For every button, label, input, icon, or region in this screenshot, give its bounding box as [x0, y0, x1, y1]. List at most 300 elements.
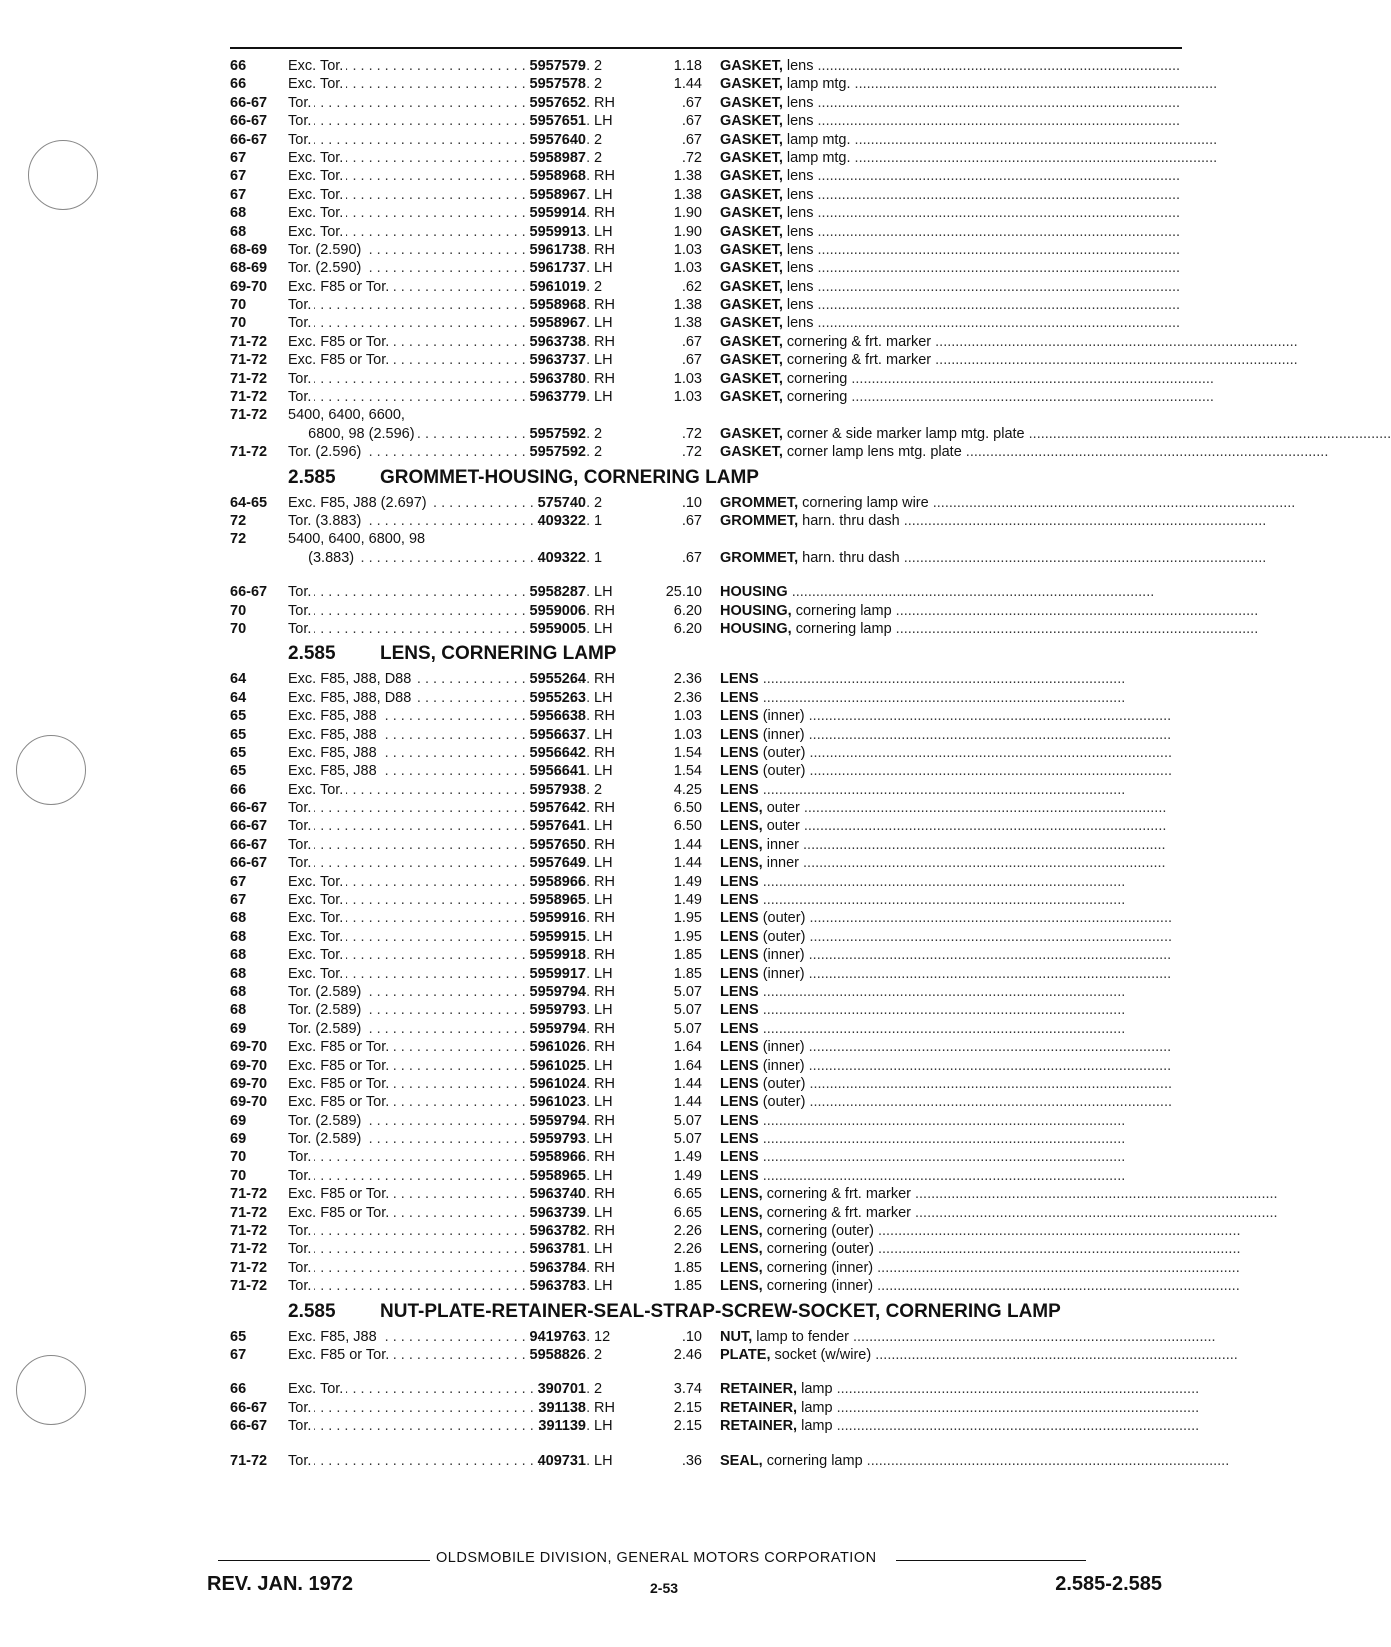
- quantity: RH: [594, 1149, 615, 1166]
- description-detail: (outer): [758, 744, 806, 761]
- description-noun: GASKET,: [720, 113, 783, 130]
- part-number: 5961026: [529, 1039, 586, 1056]
- part-number: 5957649: [529, 855, 586, 872]
- model-year: 70: [230, 620, 247, 637]
- description-detail: cornering (inner): [762, 1278, 874, 1295]
- parts-row: [230, 799, 1182, 817]
- parts-row: [230, 1130, 1182, 1148]
- parts-row: [230, 1380, 1200, 1398]
- leader-dots: ..........................................................................................: [805, 1094, 1173, 1111]
- model-year: 65: [230, 726, 247, 743]
- model-application: [288, 891, 496, 909]
- parts-row: [230, 891, 1182, 909]
- description-noun: SEAL,: [720, 1452, 763, 1469]
- quantity: RH: [594, 947, 615, 964]
- quantity: LH: [594, 1241, 613, 1258]
- part-description: [720, 112, 1182, 130]
- description-noun: HOUSING,: [720, 602, 792, 619]
- model-text: Exc. F85, J88: [288, 727, 380, 743]
- part-description: [720, 689, 1182, 707]
- model-text: Exc. Tor.: [288, 224, 346, 240]
- model-text: Tor.: [288, 1149, 314, 1165]
- model-application: [288, 744, 496, 762]
- part-number: 5958966: [529, 1149, 586, 1166]
- quantity: 2: [594, 781, 603, 798]
- model-text: Tor.: [288, 1241, 314, 1257]
- part-number: 5958987: [529, 149, 586, 166]
- parts-row: [230, 406, 1182, 424]
- quantity: LH: [594, 1002, 613, 1019]
- price: 1.38: [673, 297, 702, 314]
- model-application: [288, 278, 496, 296]
- model-text: Tor.: [288, 297, 314, 313]
- parts-row: [230, 1075, 1182, 1093]
- price: 1.90: [673, 223, 702, 240]
- quantity: RH: [594, 1039, 615, 1056]
- leader-dots: ..........................................................................................: [931, 333, 1298, 350]
- part-description: [720, 223, 1182, 241]
- model-text: Tor.: [288, 389, 314, 405]
- model-application: [288, 1038, 496, 1056]
- model-year: 64: [230, 671, 247, 688]
- model-application: [288, 1130, 496, 1148]
- parts-row: [230, 909, 1182, 927]
- part-number: 5961737: [529, 260, 586, 277]
- parts-row: [230, 1346, 1238, 1364]
- model-text: Tor. (2.590): [288, 260, 364, 276]
- part-number: 391139: [538, 1418, 586, 1435]
- parts-row: [230, 57, 1182, 75]
- part-description: [720, 388, 1214, 406]
- model-application: [288, 689, 496, 707]
- price: 1.38: [673, 168, 702, 185]
- model-application: [288, 1001, 496, 1019]
- model-text: Exc. F85 or Tor.: [288, 352, 392, 368]
- leader-dots: ..........................................................................................: [798, 855, 1166, 872]
- model-year: 70: [230, 297, 247, 314]
- part-description: [720, 1185, 1278, 1203]
- price: 1.49: [673, 892, 702, 909]
- description-detail: lens: [782, 168, 814, 185]
- parts-row: [230, 1038, 1182, 1056]
- model-year: 71-72: [230, 1204, 268, 1221]
- quantity: LH: [594, 260, 613, 277]
- price: 6.65: [673, 1204, 702, 1221]
- description-detail: (inner): [758, 947, 805, 964]
- leader-dots: ..........................................................................................: [758, 1167, 1126, 1184]
- description-detail: corner lamp lens mtg. plate: [782, 444, 962, 461]
- model-text: Tor.: [288, 1260, 314, 1276]
- model-application: [288, 149, 496, 167]
- model-application: [288, 1093, 496, 1111]
- section-number: 2.585: [288, 643, 336, 665]
- parts-row: [230, 1452, 1230, 1470]
- description-noun: GASKET,: [720, 333, 783, 350]
- model-text: Tor. (2.589): [288, 984, 364, 1000]
- description-detail: (outer): [758, 763, 806, 780]
- leader-dots: ..........................................................................................: [758, 1002, 1126, 1019]
- quantity: LH: [594, 928, 613, 945]
- model-year: 71-72: [230, 370, 268, 387]
- part-number: 5958965: [529, 1167, 586, 1184]
- model-year: 71-72: [230, 352, 268, 369]
- group-spacer: [230, 1436, 1182, 1452]
- description-noun: LENS,: [720, 1223, 763, 1240]
- model-text: Exc. F85 or Tor.: [288, 1186, 392, 1202]
- leader-dots: ..........................................................................................: [862, 1452, 1230, 1469]
- quantity: LH: [594, 389, 613, 406]
- model-text: Tor.: [288, 603, 314, 619]
- part-description: [720, 204, 1182, 222]
- description-detail: cornering & frt. marker: [782, 333, 932, 350]
- model-application: [288, 131, 496, 149]
- quantity: 2: [594, 76, 603, 93]
- model-year: 66-67: [230, 1399, 268, 1416]
- description-noun: LENS,: [720, 1241, 763, 1258]
- parts-row: [230, 1259, 1240, 1277]
- part-number: 5963737: [529, 352, 586, 369]
- model-text: Tor.: [288, 818, 314, 834]
- part-number: 5961738: [529, 241, 586, 258]
- model-year: 67: [230, 1347, 247, 1363]
- model-application: [288, 443, 496, 461]
- price: .67: [681, 333, 702, 350]
- leader-dots: ..........................................................................................: [871, 1347, 1238, 1363]
- leader-dots: ..........................................................................................: [813, 297, 1181, 314]
- parts-row: [230, 112, 1182, 130]
- price: 1.49: [673, 873, 702, 890]
- model-application: [288, 1112, 496, 1130]
- part-number: 5959005: [529, 620, 586, 637]
- model-text: Tor.: [288, 621, 314, 637]
- model-text: Tor. (2.589): [288, 1002, 364, 1018]
- description-noun: LENS: [720, 1075, 759, 1092]
- parts-row: [230, 530, 1182, 548]
- parts-row: [230, 1185, 1278, 1203]
- model-year: 65: [230, 763, 247, 780]
- model-text: Exc. F85, J88: [288, 708, 380, 724]
- description-detail: (inner): [758, 708, 805, 725]
- leader-dots: ..........................................................................................: [805, 763, 1173, 780]
- parts-row: [230, 388, 1214, 406]
- model-text: Tor.: [288, 1418, 314, 1434]
- description-detail: lamp: [797, 1418, 833, 1435]
- parts-row: [230, 602, 1259, 620]
- model-year: 66: [230, 781, 247, 798]
- part-number: 5957652: [529, 94, 586, 111]
- model-application: [288, 167, 496, 185]
- description-noun: LENS,: [720, 1186, 763, 1203]
- leader-dots: ..........................................................................................: [805, 928, 1173, 945]
- model-application: [288, 112, 496, 130]
- price: 6.50: [673, 800, 702, 817]
- quantity: RH: [594, 1399, 615, 1416]
- model-text: Tor.: [288, 1168, 314, 1184]
- leader-dots: ..........................................................................................: [813, 278, 1181, 295]
- model-application: [288, 1148, 496, 1166]
- group-spacer: [230, 567, 1182, 583]
- parts-row: [230, 1148, 1182, 1166]
- price: 1.54: [673, 763, 702, 780]
- quantity: LH: [594, 1418, 613, 1435]
- model-year: 71-72: [230, 389, 268, 406]
- description-detail: cornering: [782, 389, 848, 406]
- part-description: [720, 928, 1182, 946]
- description-noun: GASKET,: [720, 278, 783, 295]
- description-noun: LENS,: [720, 800, 763, 817]
- parts-row: [230, 149, 1218, 167]
- part-number: 5957641: [529, 818, 586, 835]
- model-text: Exc. Tor.: [288, 205, 346, 221]
- description-noun: RETAINER,: [720, 1418, 798, 1435]
- parts-row: [230, 186, 1182, 204]
- description-detail: harn. thru dash: [798, 549, 900, 566]
- description-detail: cornering (inner): [762, 1259, 874, 1276]
- price: .10: [681, 494, 702, 511]
- model-application: [288, 494, 496, 512]
- model-text: Exc. F85, J88: [288, 745, 380, 761]
- model-year: 69-70: [230, 1057, 268, 1074]
- model-text: Tor.: [288, 584, 314, 600]
- part-number: 5963738: [529, 333, 586, 350]
- model-application: [288, 1399, 496, 1417]
- model-application: [288, 512, 496, 530]
- price: 2.15: [673, 1418, 702, 1435]
- model-application: [288, 620, 496, 638]
- model-text: Exc. Tor.: [288, 947, 346, 963]
- description-detail: (inner): [758, 726, 805, 743]
- model-application: [288, 186, 496, 204]
- description-detail: cornering lamp: [791, 602, 892, 619]
- parts-row: [230, 278, 1182, 296]
- part-number: 5961024: [529, 1075, 586, 1092]
- leader-dots: ..........................................................................................: [758, 781, 1126, 798]
- parts-row: [230, 1020, 1182, 1038]
- model-text: Exc. Tor.: [288, 168, 346, 184]
- quantity: 2: [594, 149, 603, 166]
- section-title: LENS, CORNERING LAMP: [380, 643, 617, 665]
- description-noun: GASKET,: [720, 94, 783, 111]
- parts-catalog: [230, 57, 1391, 1470]
- model-text: Tor.: [288, 95, 314, 111]
- part-description: [720, 583, 1182, 601]
- part-number: 409322: [537, 512, 586, 529]
- price: .67: [681, 512, 702, 529]
- description-noun: LENS: [720, 763, 759, 780]
- model-application: [288, 204, 496, 222]
- quantity: LH: [594, 892, 613, 909]
- part-description: [720, 909, 1182, 927]
- price: 1.38: [673, 186, 702, 203]
- leader-dots: ..........................................................................................: [758, 873, 1126, 890]
- model-application: [288, 762, 496, 780]
- model-application: [288, 241, 496, 259]
- leader-dots: ..........................................................................................: [804, 726, 1172, 743]
- model-year: 71-72: [230, 1259, 268, 1276]
- price: 1.03: [673, 370, 702, 387]
- model-text: Tor.: [288, 132, 314, 148]
- quantity: RH: [594, 983, 615, 1000]
- part-description: [720, 94, 1182, 112]
- parts-row: [230, 296, 1182, 314]
- part-number: 5959916: [529, 910, 586, 927]
- leader-dots: ..........................................................................................: [873, 1278, 1240, 1295]
- model-year: 69: [230, 1112, 247, 1129]
- quantity: 2: [594, 131, 603, 148]
- leader-dots: ..........................................................................................: [832, 1399, 1200, 1416]
- model-text: Exc. Tor.: [288, 929, 346, 945]
- part-description: [720, 670, 1182, 688]
- model-year: 66-67: [230, 818, 268, 835]
- model-year: 68: [230, 947, 247, 964]
- quantity: LH: [594, 186, 613, 203]
- part-description: [720, 333, 1298, 351]
- model-year: 65: [230, 744, 247, 761]
- quantity: LH: [594, 620, 613, 637]
- parts-row: [230, 854, 1182, 872]
- parts-row: [230, 707, 1182, 725]
- model-text: Tor.: [288, 1278, 314, 1294]
- price: 1.85: [673, 1278, 702, 1295]
- parts-row: [230, 131, 1218, 149]
- model-application: [288, 296, 496, 314]
- part-description: [720, 259, 1182, 277]
- price: 1.95: [673, 910, 702, 927]
- model-application: [288, 1204, 496, 1222]
- description-noun: LENS: [720, 983, 759, 1000]
- parts-row: [230, 689, 1182, 707]
- model-application: [288, 406, 496, 424]
- model-application: [288, 351, 496, 369]
- part-number: 5958826: [529, 1347, 586, 1363]
- leader-dots: ..........................................................................................: [850, 76, 1218, 93]
- price: 6.65: [673, 1186, 702, 1203]
- model-text: Exc. F85 or Tor.: [288, 1039, 392, 1055]
- description-detail: lens: [782, 58, 814, 74]
- model-year: 70: [230, 1167, 247, 1184]
- model-year: 70: [230, 602, 247, 619]
- parts-row: [230, 1417, 1200, 1435]
- part-description: [720, 494, 1296, 512]
- quantity: 1: [594, 549, 603, 566]
- parts-row: [230, 873, 1182, 891]
- quantity: 2: [594, 494, 603, 511]
- description-noun: NUT,: [720, 1328, 753, 1345]
- description-noun: LENS: [720, 873, 759, 890]
- parts-row: [230, 370, 1214, 388]
- quantity: LH: [594, 1204, 613, 1221]
- quantity: RH: [594, 94, 615, 111]
- price: 1.03: [673, 726, 702, 743]
- model-year: 67: [230, 168, 247, 185]
- part-description: [720, 1222, 1241, 1240]
- leader-dots: ..........................................................................................: [758, 689, 1126, 706]
- model-text: 5400, 6400, 6600,: [288, 407, 408, 423]
- leader-dots: ..........................................................................................: [910, 1204, 1278, 1221]
- description-detail: lamp: [797, 1399, 833, 1416]
- description-noun: LENS: [720, 1039, 759, 1056]
- part-description: [720, 549, 1267, 567]
- description-noun: LENS: [720, 781, 759, 798]
- model-application: [288, 854, 496, 872]
- model-year: 66: [230, 76, 247, 93]
- model-year: 64: [230, 689, 247, 706]
- quantity: LH: [594, 1131, 613, 1148]
- model-text: Tor.: [288, 855, 314, 871]
- model-year: 71-72: [230, 333, 268, 350]
- part-number: 5956641: [529, 763, 586, 780]
- description-detail: lamp mtg.: [782, 131, 851, 148]
- description-noun: RETAINER,: [720, 1399, 798, 1416]
- parts-row: [230, 425, 1391, 443]
- parts-row: [230, 965, 1182, 983]
- quantity: RH: [594, 744, 615, 761]
- model-year: 69-70: [230, 1075, 268, 1092]
- quantity: LH: [594, 584, 613, 601]
- quantity: LH: [594, 1057, 613, 1074]
- price: 2.26: [673, 1223, 702, 1240]
- description-detail: corner & side marker lamp mtg. plate: [782, 425, 1025, 442]
- parts-row: [230, 167, 1182, 185]
- price: 1.49: [673, 1149, 702, 1166]
- part-description: [720, 1130, 1182, 1148]
- part-number: 5963782: [529, 1223, 586, 1240]
- model-application: [288, 602, 496, 620]
- description-noun: LENS: [720, 910, 759, 927]
- description-noun: GASKET,: [720, 352, 783, 369]
- part-number: 5959794: [529, 983, 586, 1000]
- description-noun: LENS,: [720, 818, 763, 835]
- model-text: Exc. Tor.: [288, 150, 346, 166]
- part-description: [720, 186, 1182, 204]
- model-application: [288, 388, 496, 406]
- model-year: 68: [230, 965, 247, 982]
- model-application: [288, 726, 496, 744]
- price: 25.10: [665, 584, 702, 601]
- part-description: [720, 1417, 1200, 1435]
- model-text: Tor. (3.883): [288, 513, 364, 529]
- model-application: [288, 1185, 496, 1203]
- part-number: 5957938: [529, 781, 586, 798]
- quantity: RH: [594, 297, 615, 314]
- quantity: 2: [594, 425, 603, 442]
- description-noun: GASKET,: [720, 297, 783, 314]
- part-number: 5959006: [529, 602, 586, 619]
- part-description: [720, 296, 1182, 314]
- part-number: 5963783: [529, 1278, 586, 1295]
- leader-dots: ..........................................................................................: [813, 168, 1181, 185]
- footer-rule-right: [896, 1560, 1086, 1561]
- model-year: 65: [230, 1328, 247, 1345]
- model-application: [288, 836, 496, 854]
- model-application: [288, 1328, 496, 1346]
- part-number: 409322: [537, 549, 586, 566]
- part-description: [720, 370, 1214, 388]
- leader-dots: ..........................................................................................: [799, 818, 1167, 835]
- price: 5.07: [673, 1112, 702, 1129]
- section-heading: [230, 640, 1182, 668]
- part-description: [720, 1328, 1216, 1346]
- section-heading: [230, 1298, 1182, 1326]
- parts-row: [230, 1001, 1182, 1019]
- model-application: [288, 314, 496, 332]
- parts-row: [230, 1057, 1182, 1075]
- description-detail: lens: [782, 278, 814, 295]
- model-text: Tor.: [288, 800, 314, 816]
- model-application: [288, 1452, 496, 1470]
- model-text: Exc. F85 or Tor.: [288, 1076, 392, 1092]
- leader-dots: ..........................................................................................: [813, 205, 1181, 222]
